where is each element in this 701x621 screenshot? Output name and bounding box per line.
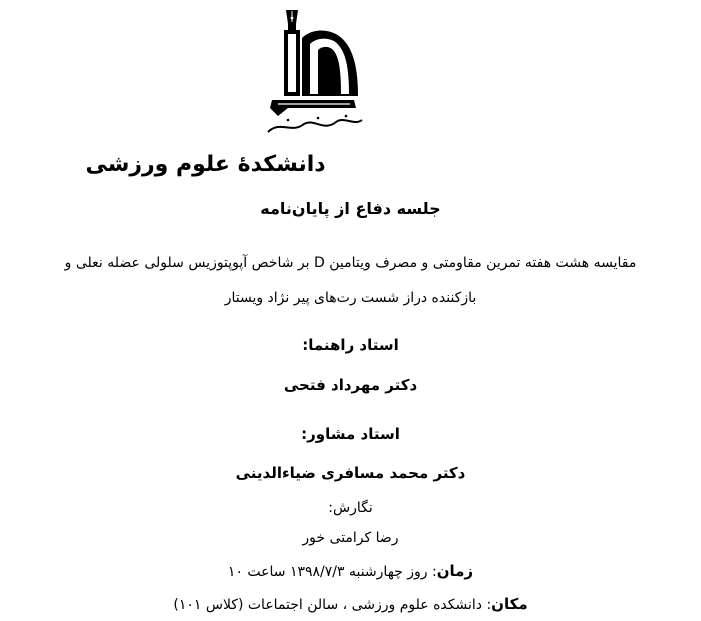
place-value: : دانشکده علوم ورزشی ، سالن اجتماعات (کلاس ۱۰۱): [173, 597, 492, 613]
place-label: مکان: [491, 595, 528, 613]
time-label: زمان: [436, 562, 474, 580]
advisor-name: دکتر مهرداد فتحی: [283, 376, 418, 394]
consultant-label: استاد مشاور:: [301, 425, 400, 443]
consultant-name: دکتر محمد مسافری ضیاءالدینی: [235, 464, 466, 482]
thesis-title-line-2: بازکننده دراز شست رت‌های پیر نژاد ویستار: [224, 290, 477, 306]
time-line: [0, 562, 701, 580]
session-title: جلسه دفاع از پایان‌نامه: [260, 199, 441, 218]
thesis-title-line-1: مقایسه هشت هفته تمرین مقاومتی و مصرف ویتامین D بر شاخص آپوپتوزیس سلولی عضله نعلی و: [64, 255, 637, 271]
author-name: رضا کرامتی خور: [302, 530, 399, 546]
advisor-label: استاد راهنما:: [302, 336, 399, 354]
faculty-title: دانشکدهٔ علوم ورزشی: [85, 152, 326, 177]
university-pen-logo-icon: [258, 8, 370, 136]
place-line: [0, 595, 701, 613]
author-label: نگارش:: [328, 500, 373, 516]
time-value: : روز چهارشنبه ۱۳۹۸/۷/۳ ساعت ۱۰: [227, 564, 437, 580]
